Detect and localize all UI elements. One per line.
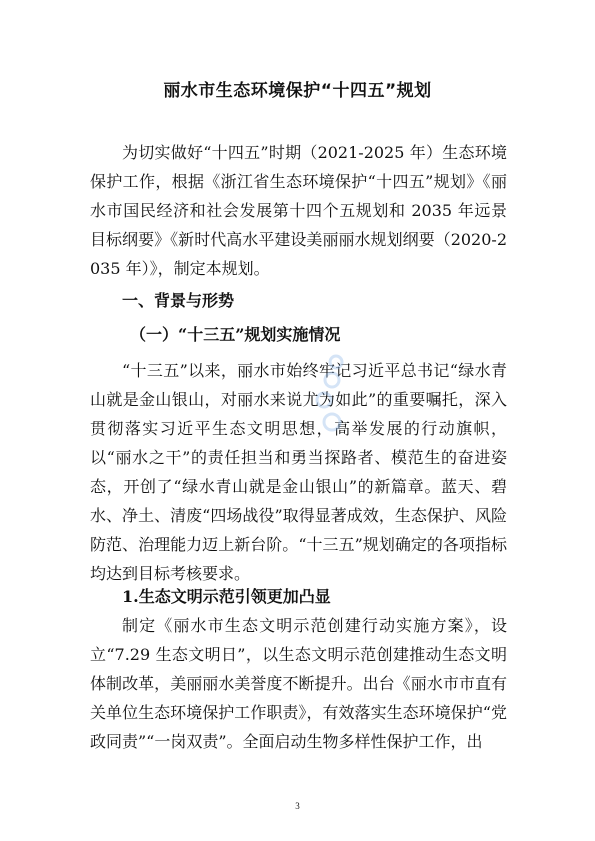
demo-paragraph: 制定《丽水市生态文明示范创建行动实施方案》，设立“7.29 生态文明日”，以生态文明示范创建推动生态文明体制改革，美丽丽水美誉度不断提升。出台《丽水市市直有关单位生态环境保护工作职责》，有效落实生态环境保护“党政同责”“一岗双责”。全面启动生物多样性保护工作，出 [90, 616, 507, 751]
document-title: 丽水市生态环境保护“十四五”规划 [163, 81, 432, 101]
intro-paragraph: 为切实做好“十四五”时期（2021-2025 年）生态环境保护工作，根据《浙江省生态环境保护“十四五”规划》《丽水市国民经济和社会发展第十四个五规划和 2035 年远景目标纲要》《新时代高水平建设美丽丽水规划纲要（2020-2035 年）》，制定本规划。 [90, 143, 507, 278]
review-paragraph: “十三五”以来，丽水市始终牢记习近平总书记“绿水青山就是金山银山，对丽水来说尤为如此”的重要嘱托，深入贯彻落实习近平生态文明思想，高举发展的行动旗帜，以“丽水之干”的责任担当和勇当探路者、模范生的奋进姿态，开创了“绿水青山就是金山银山”的新篇章。蓝天、碧水、净土、清废“四场战役”取得显著成效，生态保护、风险防范、治理能力迈上新台阶。“十三五”规划确定的各项指标均达到目标考核要求。 [90, 361, 507, 583]
section-heading: 一、背景与形势 [122, 291, 235, 310]
item-heading: 1.生态文明示范引领更加凸显 [122, 587, 331, 606]
subsection-heading: （一）“十三五”规划实施情况 [130, 325, 341, 344]
page-number: 3 [295, 801, 300, 811]
